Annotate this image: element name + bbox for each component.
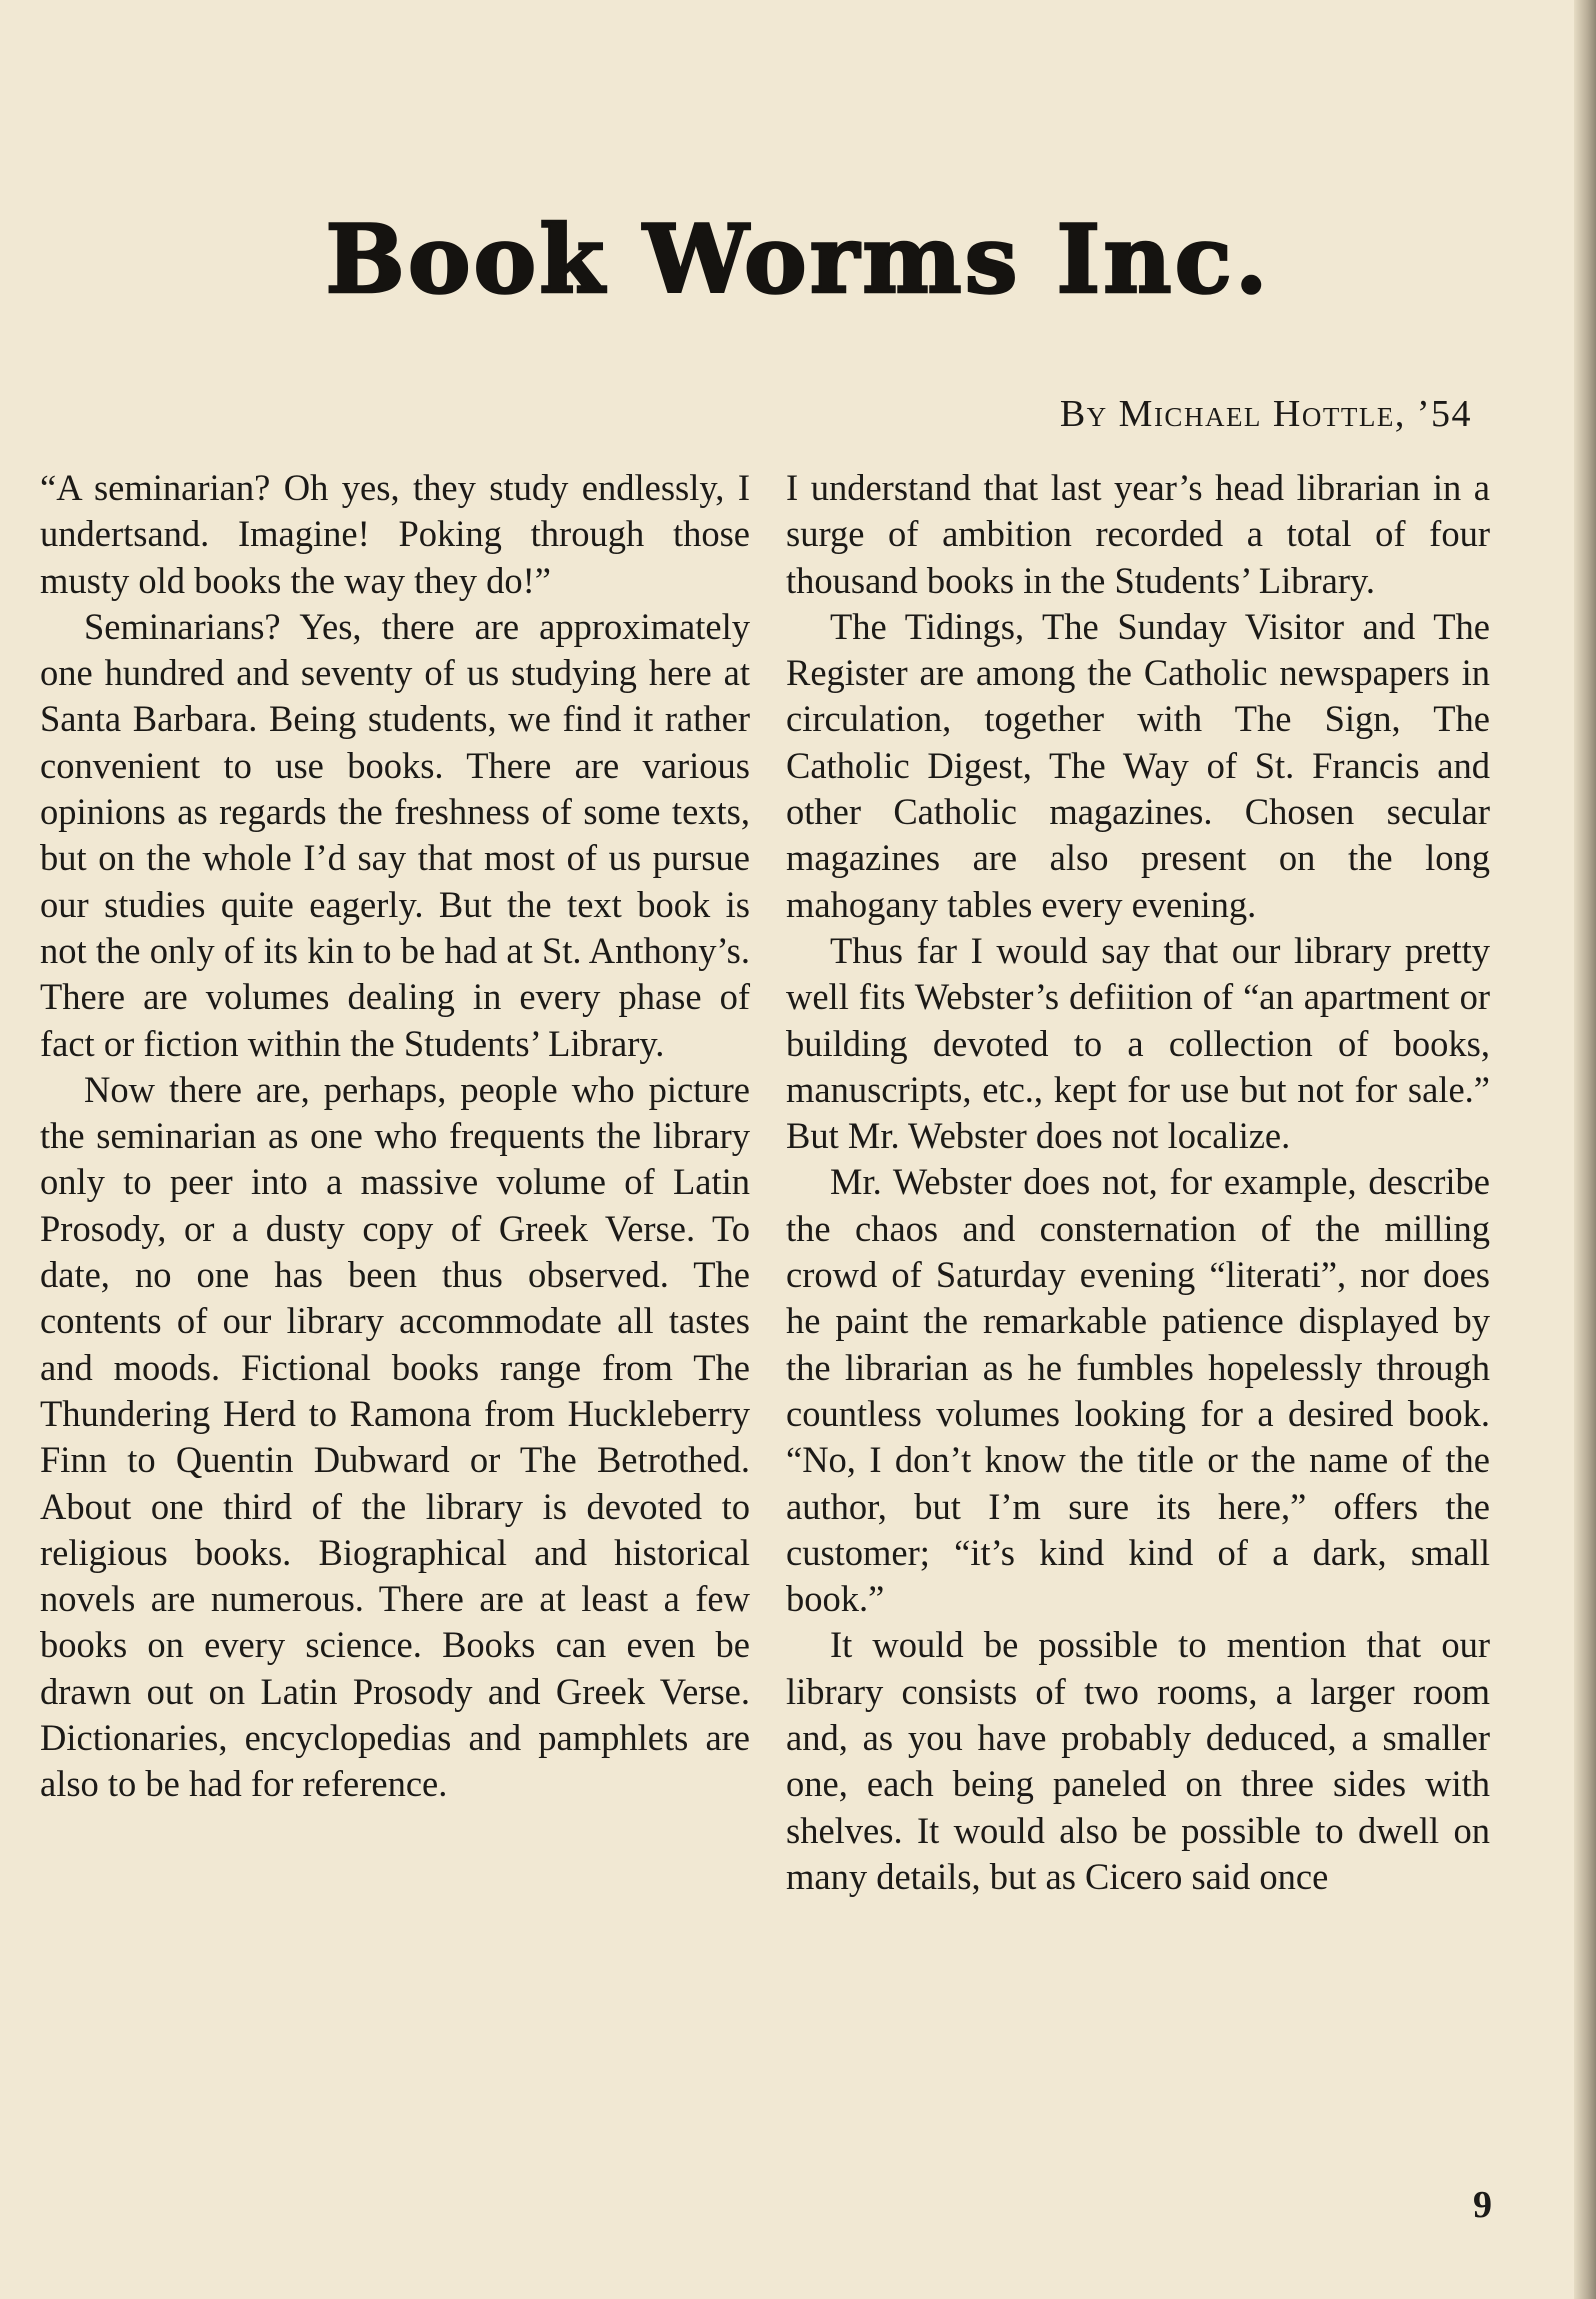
paragraph: It would be possible to mention that our library consists of two rooms, a larger room and, as you have probably deduced, a smaller one, each being paneled on three sides with shelves. It would also be possible to dwell on many details, but as Cicero said once: [786, 1624, 1490, 1897]
paragraph: The Tidings, The Sunday Visitor and The Register are among the Catholic newspapers in circulation, together with The Sign, The Catholic Digest, The Way of St. Francis and other Catholic magazines. Chosen secular magazines are also present on the long mahogany tables every evening.: [786, 605, 1490, 925]
byline: By Michael Hottle, ’54: [1059, 393, 1472, 435]
paragraph: Now there are, perhaps, people who picture the seminarian as one who frequents the library only to peer into a massive volume of Latin Prosody, or a dusty copy of Greek Verse. To date, no one has been thus observed. The contents of our library accommodate all tastes and moods. Fictional books range from The Thundering Herd to Ramona from Huckleberry Finn to Quentin Dubward or The Betrothed. About one third of the library is devoted to religious books. Biographical and historical novels are numerous. There are at least a few books on every science. Books can even be drawn out on Latin Prosody and Greek Verse. Dictionaries, encyclopedias and pamphlets are also to be had for reference.: [40, 1068, 750, 1805]
paragraph: Thus far I would say that our library pretty well fits Webster’s defiition of “an apartment or building devoted to a collection of books, manuscripts, etc., kept for use but not for sale.” But Mr. Webster does not localize.: [786, 929, 1490, 1157]
right-column: [786, 465, 1490, 1900]
left-column: [40, 465, 750, 1808]
page-edge: [1574, 0, 1596, 2299]
page-number: 9: [1473, 2184, 1492, 2226]
paragraph: Mr. Webster does not, for example, describe the chaos and consternation of the milling crowd of Saturday evening “literati”, nor does he paint the remarkable patience displayed by the librarian as he fumbles hopelessly through countless volumes looking for a desired book. “No, I don’t know the title or the name of the author, but I’m sure its here,” offers the customer; “it’s kind kind of a dark, small book.”: [786, 1161, 1490, 1620]
paragraph: I understand that last year’s head librarian in a surge of ambition recorded a total of four thousand books in the Students’ Library.: [786, 467, 1490, 601]
paragraph: “A seminarian? Oh yes, they study endlessly, I undertsand. Imagine! Poking through those musty old books the way they do!”: [40, 467, 750, 601]
article-title: Book Worms Inc.: [325, 205, 1271, 315]
paragraph: Seminarians? Yes, there are approximately one hundred and seventy of us studying here at Santa Barbara. Being students, we find it rather convenient to use books. There are various opinions as regards the freshness of some texts, but on the whole I’d say that most of us pursue our studies quite eagerly. But the text book is not the only of its kin to be had at St. Anthony’s. There are volumes dealing in every phase of fact or fiction within the Students’ Library.: [40, 605, 750, 1064]
